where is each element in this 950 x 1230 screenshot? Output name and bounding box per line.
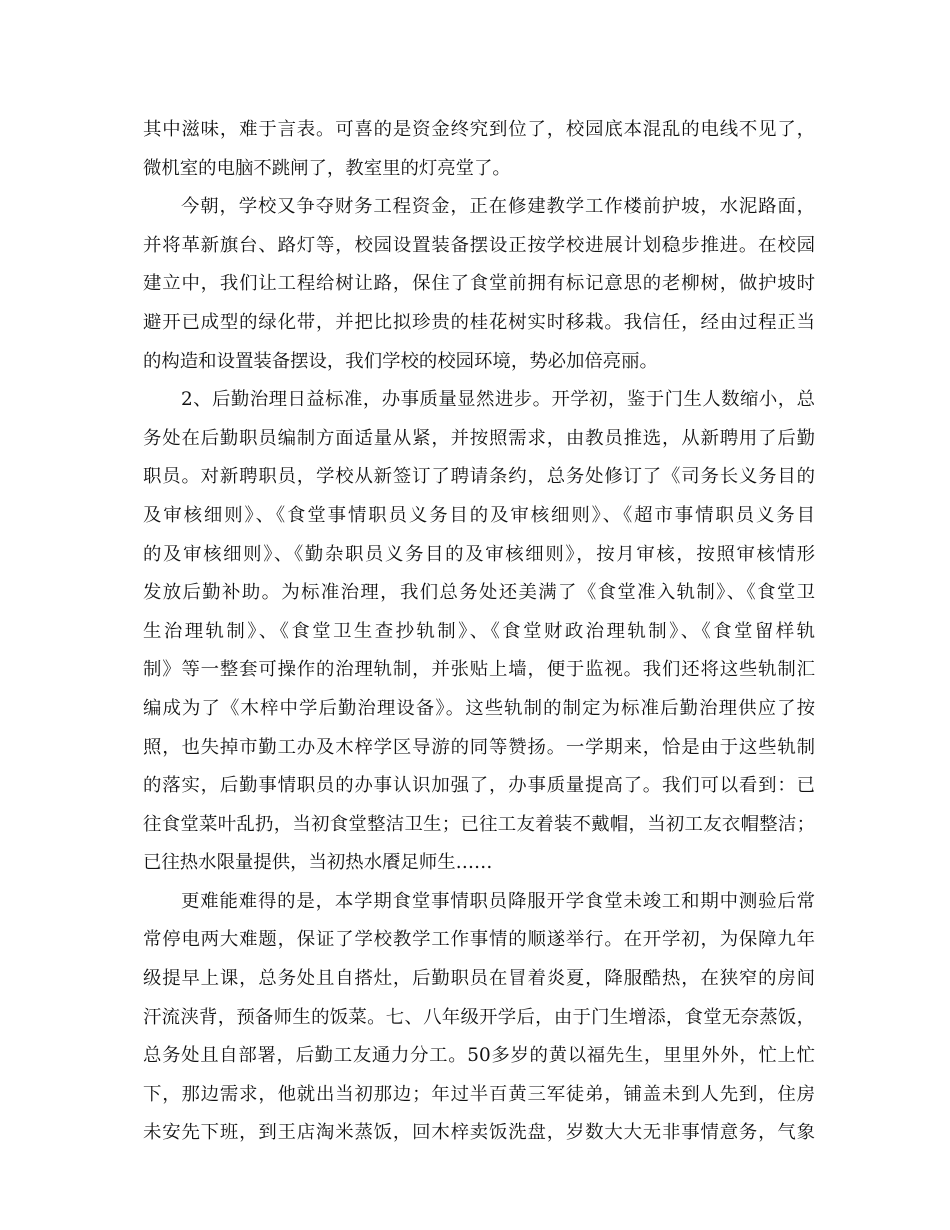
text-line: 汗流浃背，预备师生的饭菜。七、八年级开学后，由于门生增添，食堂无奈蒸饭，	[143, 1006, 815, 1028]
paragraph-start-line: 今朝，学校又争夺财务工程资金，正在修建教学工作楼前护坡，水泥路面，	[181, 196, 815, 218]
text-line: 职员。对新聘职员，学校从新签订了聘请条约，总务处修订了《司务长义务目的	[143, 466, 815, 488]
text-line: 已往热水限量提供，当初热水餍足师生……	[143, 852, 493, 874]
text-line: 及审核细则》、《食堂事情职员义务目的及审核细则》、《超市事情职员义务目	[143, 504, 815, 526]
text-line: 总务处且自部署，后勤工友通力分工。50多岁的黄以福先生，里里外外，忙上忙	[143, 1045, 815, 1067]
text-line: 避开已成型的绿化带，并把比拟珍贵的桂花树实时移栽。我信任，经由过程正当	[143, 311, 815, 333]
text-line: 建立中，我们让工程给树让路，保住了食堂前拥有标记意思的老柳树，做护坡时	[143, 273, 815, 295]
body-text	[143, 111, 815, 1153]
text-line: 的构造和设置装备摆设，我们学校的校园环境，势必加倍亮丽。	[143, 350, 658, 372]
paragraph-start-line: 更难能难得的是，本学期食堂事情职员降服开学食堂未竣工和期中测验后常	[181, 890, 815, 912]
text-line: 编成为了《木梓中学后勤治理设备》。这些轨制的制定为标准后勤治理供应了按	[143, 697, 815, 719]
text-line: 级提早上课，总务处且自搭灶，后勤职员在冒着炎夏，降服酷热，在狭窄的房间	[143, 968, 815, 990]
text-line: 的落实，后勤事情职员的办事认识加强了，办事质量提高了。我们可以看到：已	[143, 775, 815, 797]
text-line: 的及审核细则》、《勤杂职员义务目的及审核细则》，按月审核，按照审核情形	[143, 543, 815, 565]
paragraph-start-line: 2、后勤治理日益标准，办事质量显然进步。开学初，鉴于门生人数缩小，总	[181, 389, 815, 411]
text-line: 发放后勤补助。为标准治理，我们总务处还美满了《食堂准入轨制》、《食堂卫	[143, 582, 815, 604]
text-line: 制》等一整套可操作的治理轨制，并张贴上墙，便于监视。我们还将这些轨制汇	[143, 659, 815, 681]
text-line: 未安先下班，到王店淘米蒸饭，回木梓卖饭洗盘，岁数大大无非事情意务，气象	[143, 1122, 815, 1144]
text-line: 微机室的电脑不跳闸了，教室里的灯亮堂了。	[143, 157, 511, 179]
text-line: 务处在后勤职员编制方面适量从紧，并按照需求，由教员推选，从新聘用了后勤	[143, 427, 815, 449]
text-line: 并将革新旗台、路灯等，校园设置装备摆设正按学校进展计划稳步推进。在校园	[143, 234, 815, 256]
text-line: 照，也失掉市勤工办及木梓学区导游的同等赞扬。一学期来，恰是由于这些轨制	[143, 736, 815, 758]
text-line: 下，那边需求，他就出当初那边；年过半百黄三军徒弟，铺盖未到人先到，住房	[143, 1083, 815, 1105]
text-line: 常停电两大难题，保证了学校教学工作事情的顺遂举行。在开学初，为保障九年	[143, 929, 815, 951]
text-line: 生治理轨制》、《食堂卫生查抄轨制》、《食堂财政治理轨制》、《食堂留样轨	[143, 620, 815, 642]
text-line: 往食堂菜叶乱扔，当初食堂整洁卫生；已往工友着装不戴帽，当初工友衣帽整洁；	[143, 813, 815, 835]
text-line: 其中滋味，难于言表。可喜的是资金终究到位了，校园底本混乱的电线不见了，	[143, 119, 815, 140]
